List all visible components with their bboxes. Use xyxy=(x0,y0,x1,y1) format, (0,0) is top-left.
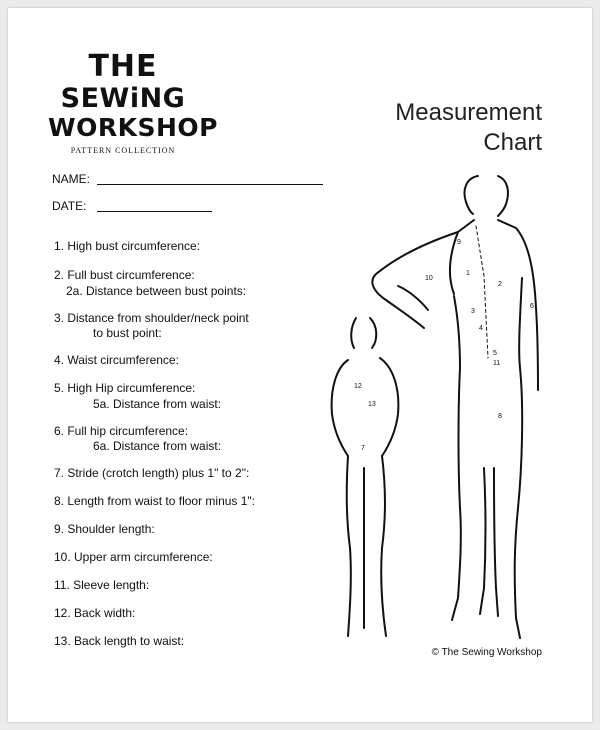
figure-label: 7 xyxy=(361,445,365,452)
figure-outlines xyxy=(332,176,538,638)
figure-label: 6 xyxy=(530,303,534,310)
logo-line-workshop: WORKSHOP xyxy=(48,113,218,142)
date-field xyxy=(52,199,86,213)
measurement-item: 5. High Hip circumference: xyxy=(54,381,196,395)
figure-label: 13 xyxy=(368,401,376,408)
measurement-item: 4. Waist circumference: xyxy=(54,353,179,367)
measurement-item: 13. Back length to waist: xyxy=(54,634,185,648)
measurement-item: 7. Stride (crotch length) plus 1" to 2": xyxy=(54,466,250,480)
copyright-notice: © The Sewing Workshop xyxy=(431,647,542,658)
figure-label: 3 xyxy=(471,308,475,315)
name-label: NAME: xyxy=(52,172,91,186)
measurement-item: 2. Full bust circumference: xyxy=(54,268,195,282)
logo-line-the: THE xyxy=(88,49,158,84)
figure-label: 8 xyxy=(498,413,502,420)
document-page xyxy=(8,8,592,722)
figure-label: 4 xyxy=(479,325,483,332)
name-underline[interactable] xyxy=(97,184,323,185)
measurement-item: 9. Shoulder length: xyxy=(54,522,155,536)
figure-label: 9 xyxy=(457,239,461,246)
date-label: DATE: xyxy=(52,199,87,213)
date-underline[interactable] xyxy=(97,211,212,212)
body-measurement-figure xyxy=(308,168,568,658)
logo-tagline: PATTERN COLLECTION xyxy=(70,146,176,155)
figure-label: 10 xyxy=(425,275,433,282)
title-line-2: Chart xyxy=(483,129,542,156)
figure-label: 5 xyxy=(493,350,497,357)
sewing-workshop-logo xyxy=(48,49,218,155)
figure-label: 11 xyxy=(493,360,501,367)
measurement-item: 12. Back width: xyxy=(54,606,136,620)
logo-line-sewing: SEWiNG xyxy=(60,83,186,114)
page-title xyxy=(395,98,542,158)
name-field xyxy=(52,172,90,186)
measurement-item: 6a. Distance from waist: xyxy=(93,439,222,453)
figure-label: 1 xyxy=(466,270,470,277)
measurement-item: 10. Upper arm circumference: xyxy=(54,550,213,564)
measurement-item: 3. Distance from shoulder/neck point xyxy=(54,311,249,325)
measurement-item: 6. Full hip circumference: xyxy=(54,424,189,438)
measurement-item: to bust point: xyxy=(93,326,162,340)
measurement-item: 8. Length from waist to floor minus 1": xyxy=(54,494,256,508)
measurement-item: 5a. Distance from waist: xyxy=(93,397,222,411)
title-line-1: Measurement xyxy=(395,99,542,126)
measurement-item: 2a. Distance between bust points: xyxy=(66,284,247,298)
measurement-item: 1. High bust circumference: xyxy=(54,239,201,253)
measurement-item: 11. Sleeve length: xyxy=(54,578,150,592)
figure-label: 12 xyxy=(354,383,362,390)
figure-label: 2 xyxy=(498,281,502,288)
